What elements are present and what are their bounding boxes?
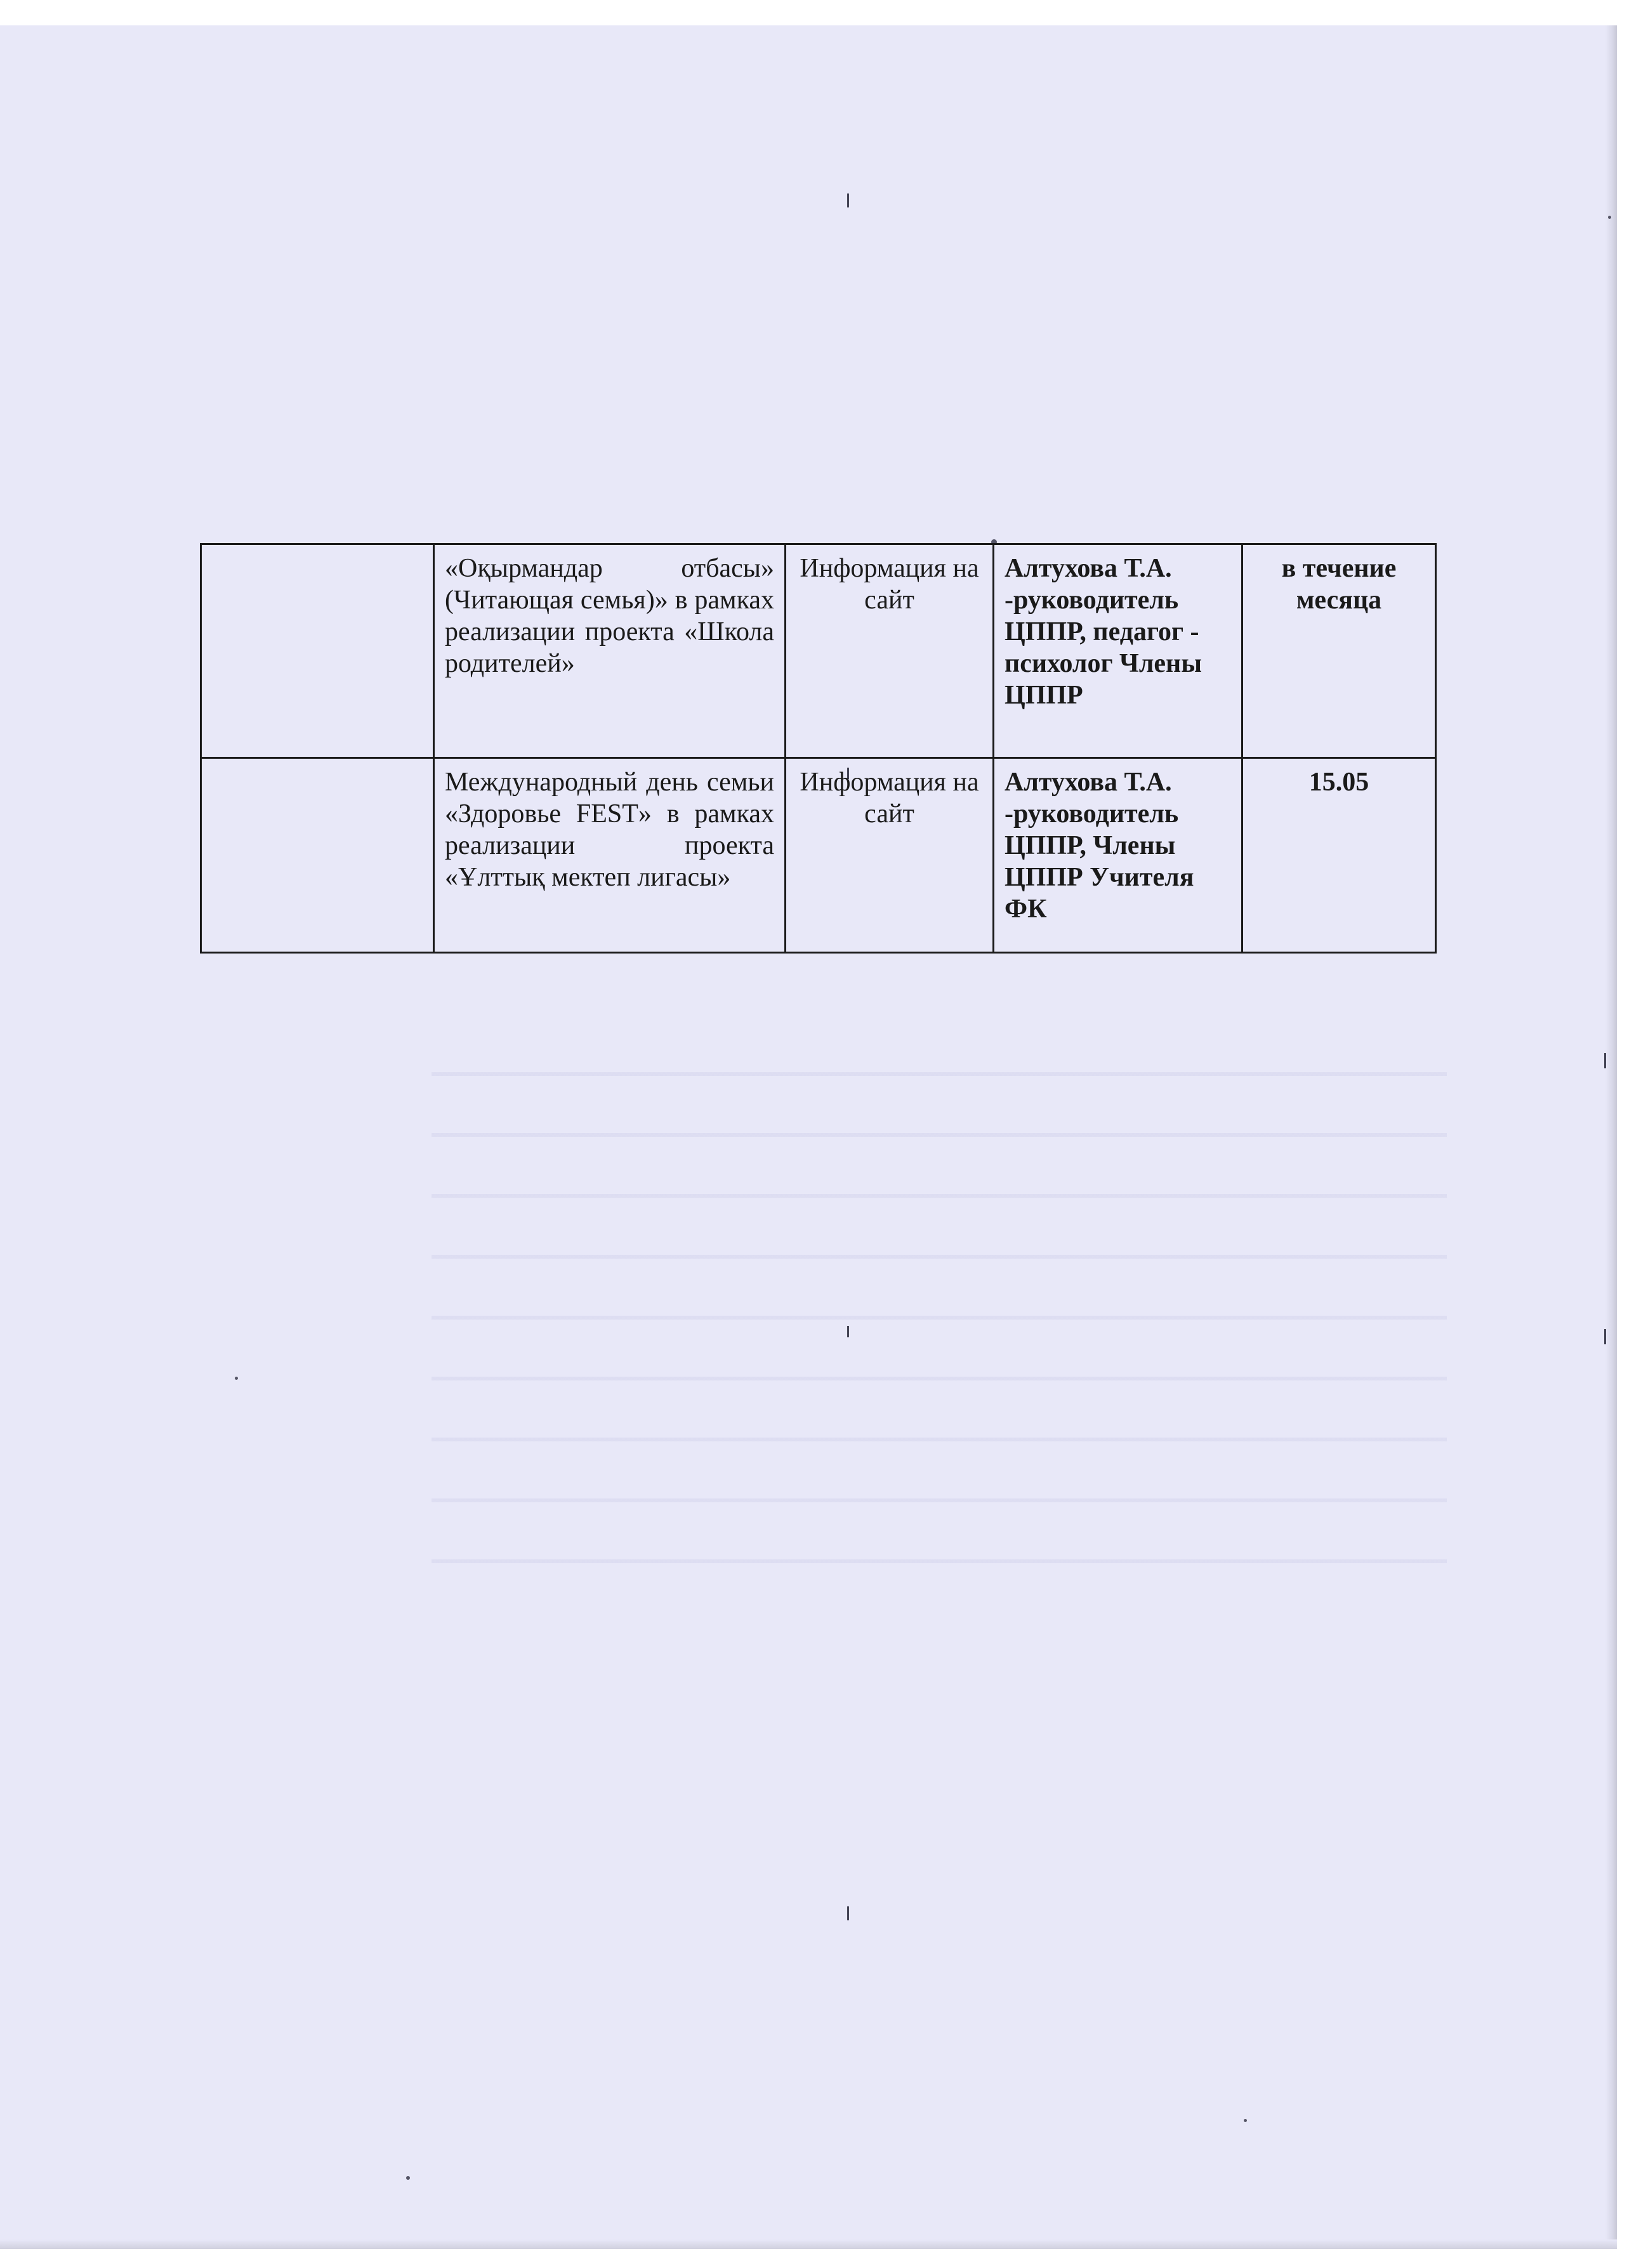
responsible-cell: Алтухова Т.А. -руководитель ЦППР, Члены ЦППР Учителя ФК: [994, 758, 1242, 953]
page-edge-right: [1605, 25, 1617, 2249]
scan-speck: [1608, 216, 1611, 219]
page-edge-bottom: [0, 2239, 1617, 2249]
table-row: [201, 544, 1436, 758]
scanned-page: [0, 25, 1617, 2249]
scan-mark: [847, 193, 849, 207]
date-cell: в течение месяца: [1242, 544, 1436, 758]
scan-mark: [1604, 1053, 1606, 1068]
empty-cell: [201, 758, 434, 953]
scan-mark: [847, 1326, 849, 1337]
activity-plan-table: [200, 543, 1437, 954]
scan-mark: [1604, 1329, 1606, 1344]
scan-speck: [235, 1377, 238, 1380]
format-cell: Информация на сайт: [786, 758, 994, 953]
responsible-cell: Алтухова Т.А. -руководитель ЦППР, педагог - психолог Члены ЦППР: [994, 544, 1242, 758]
empty-cell: [201, 544, 434, 758]
event-cell: Международный день семьи «Здоровье FEST» в рамках реализации проекта «Ұлттық мектеп лигасы»: [434, 758, 786, 953]
scan-mark: [847, 1906, 849, 1920]
date-cell: 15.05: [1242, 758, 1436, 953]
event-cell: «Оқырмандар отбасы» (Читающая семья)» в рамках реализации проекта «Школа родителей»: [434, 544, 786, 758]
scan-speck: [406, 2176, 410, 2180]
scan-speck: [1244, 2119, 1247, 2122]
format-cell: Информация на сайт: [786, 544, 994, 758]
bleed-through-text: [432, 1015, 1447, 1586]
table-row: [201, 758, 1436, 953]
